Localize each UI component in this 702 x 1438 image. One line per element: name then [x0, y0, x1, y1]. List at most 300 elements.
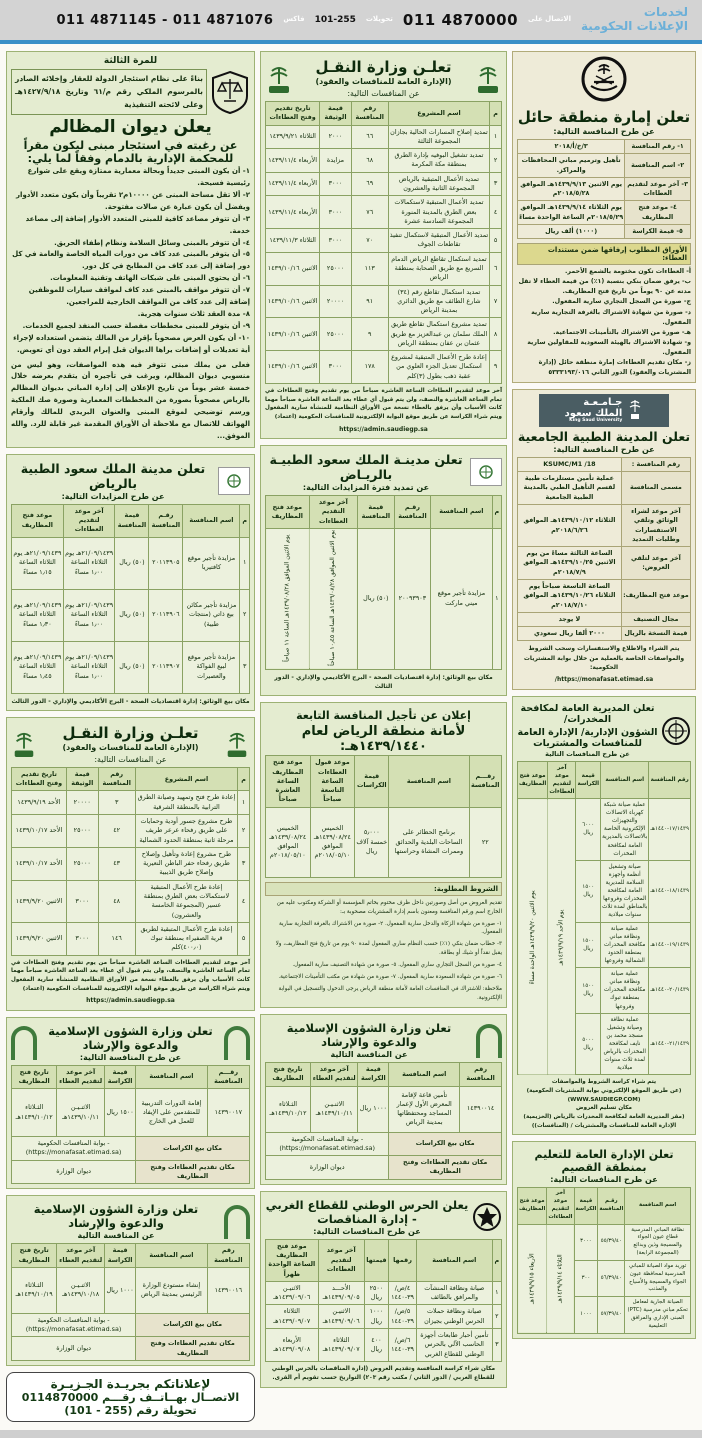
cell-fee: (٥٠) ريال [115, 537, 149, 589]
table-row [12, 847, 250, 880]
cell-fee: ٢٠٠٠٠ [66, 791, 98, 815]
ksmc-ext-title: تعلن مدينـة الملك سعود الطبيـة بالريـاض [269, 451, 463, 482]
cell-fee: ١٥٠٠ ريال [576, 968, 601, 1014]
col-header: موعد فتح المظاريف [12, 504, 64, 537]
cell-date: الأربعاء ١٤٣٩/١١/٤ [266, 149, 320, 173]
narcotics-title2: الشؤون الإدارية/ الإدارة العامة للمنافسات والمشتريات [517, 726, 658, 749]
narcotics-title1: تعلن المديرية العامة لمكافحة المخدرات/ [520, 702, 655, 725]
doc-line: أ- العطاءات تكون مختومة بالشمع الأحمر. [565, 268, 691, 276]
cell-label: مكان تقديم العطاءات وفتح المظاريف [389, 1156, 502, 1180]
islamic-b-table [11, 1243, 250, 1361]
mazalim-subtitle: عن رغبته في استئجار مبنى ليكون مقراً للمحكمة الإدارية بالدمام وفقاً لما يلي: [23, 139, 238, 166]
table-row [518, 612, 691, 626]
cell-open-date: ٢١/٠٩/١٤٣٩هـ يوم الثلاثاء الساعة ١٫١٥ مساءً [12, 537, 64, 589]
ext-label: تحويلات [365, 15, 393, 24]
col-header: اسم المنافسة [625, 1188, 691, 1224]
transport-left-title: تعلـن وزارة النقـل [62, 723, 199, 742]
table-row [12, 537, 250, 589]
cell-value: عملية تأمين مستلزمات طبية لقسم التأهيل الطبي بالمدينة الطبية الجامعية [518, 472, 622, 505]
cell-submit-date: ٢١/٠٩/١٤٣٩هـ يوم الثلاثاء الساعة ١٫٠٠ مساءً [63, 537, 115, 589]
cell-value[interactable]: - بوابة المنافسات الحكومية (https://monafasat.etimad.sa) [12, 1313, 136, 1337]
condition-line: ٨- مدة العقد ثلاث سنوات هجرية. [137, 309, 250, 318]
col-header: رقم المنافسة [649, 761, 691, 798]
cell-index: ١ [492, 1281, 501, 1305]
cell-submit-date: الخميس ١٤٣٩/٠٨/٢٤هـ الموافق ٢٠١٨/٠٥/١٠م [310, 807, 355, 877]
col-header: اسم المنافسة [417, 1239, 493, 1281]
cell-open-date: الثـلاثاء ١٤٣٩/١٠/١٩هـ [12, 1267, 57, 1313]
cell-index: ١ [240, 537, 250, 589]
cell-date: الاثنين ١٤٣٩/٩/٢٠ [12, 880, 67, 922]
terms-line: ٦- صورة من شهادة السعودة سارية المفعول. ٧- صورة من شهادة من مكتب التأمينات الاجتماعية. [278, 974, 502, 981]
col-header: رقم المنافسة [460, 1063, 502, 1087]
cell-label: مكان تقديم العطاءات وفتح المظاريف [136, 1337, 250, 1361]
cell-date: الأحد ١٤٣٩/٩/١٩ [12, 791, 67, 815]
cell-number: ٩ [351, 318, 388, 351]
col-header: اسم المنافسة [601, 761, 649, 798]
guard-subtitle: عن طرح المنافسات التالية: [313, 1226, 421, 1236]
cell-submit-date: الأحـــد ١٤٣٩/٠٩/٠٥هـ [318, 1281, 364, 1305]
ksu-logo-text: جـامـعـة الملك سعود King Saud University [564, 396, 623, 423]
ksmc-ext-subtitle: عن تمديد فترة المزايدات التالية: [302, 482, 430, 492]
ksu-table [517, 457, 691, 642]
qassim-title: تعلن الإدارة العامة للتعليم بمنطقة القصيم [534, 1148, 674, 1175]
cell-index: ٣ [238, 847, 250, 880]
cell-index: ٣ [492, 1328, 501, 1361]
cell-number: ٥٥/٣٩/٤٠ [598, 1224, 625, 1260]
cell-date: الأحد ١٤٣٩/١٠/١٧ [12, 847, 67, 880]
cell-open-date: الثـلاثاء ١٤٣٩/١٠/١٢هـ [266, 1086, 311, 1132]
cell-fee: ١٠٠٠ ريال [105, 1267, 136, 1313]
ksu-logo-en: King Saud University [569, 417, 623, 423]
cell-fee: (٥٠) ريال [115, 589, 149, 641]
terms-line: ٤- صورة من السجل التجاري ساري المفعول. ٥- صورة من شهادة التصنيف سارية المفعول. [292, 962, 502, 969]
cell-index: ٥ [490, 229, 502, 253]
cell-open-date: ٢١/٠٩/١٤٣٩هـ يوم الثلاثاء الساعة ١٫٤٥ مساءً [12, 641, 64, 693]
cell-name: تمديد الأعمال المتبقية بالرياض المجموعة الثانية والعشرون [388, 172, 489, 196]
ksu-portal-url[interactable]: /https://monafasat.etimad.sa [554, 676, 654, 684]
col-header: قيمة الكراسة [358, 1063, 389, 1087]
cell-label: مكان بيع الكراسات [136, 1137, 250, 1161]
amanah-table [265, 755, 502, 877]
banner-brand-line1: لخدمات [643, 5, 688, 20]
transport-left-table [11, 767, 250, 956]
table-row [266, 1156, 502, 1180]
cell-value: ديوان الوزارة [12, 1337, 136, 1361]
cell-number: ٢٠١١٣٩٠٥ [149, 537, 183, 589]
cell-fee: ٣٠٠٠ [320, 351, 351, 384]
cell-fee: ١٠٠٠ ريال [358, 1086, 389, 1132]
cell-fee: ٤٠٠ ريال [364, 1328, 388, 1361]
col-header: تاريخ فتح المظاريف [12, 1244, 57, 1268]
narcotics-footer1: يتم شراء كراسة الشروط والمواصفات [551, 1079, 657, 1086]
cell-fee: ١٥٠٠ ريال [576, 922, 601, 968]
table-row [518, 201, 691, 225]
col-header: رقم المنافسة [207, 1244, 249, 1268]
cell-index: ١ [490, 125, 502, 149]
table-row [518, 579, 691, 612]
qassim-education-ad [512, 1141, 696, 1338]
narcotics-emblem-icon [661, 716, 691, 746]
ksu-note: يتم الشراء والاطلاع والاستفسارات وسحب الشروط والمواصفات الخاصة بالعملية من خلال بوابة المشتريات الحكومية: [523, 645, 685, 671]
guard-footer: مكان شراء كراسة المنافسة وتقديم العروض (إدارة المناقصات بالحرس الوطني للقطاع الغربي / الدور الثاني / مكتب رقم ٢٠٣) التواريخ حسب تقويم أم القرى. [271, 1365, 496, 1381]
column-middle [260, 51, 507, 1388]
narcotics-footer2: (عن طريق الموقع الإلكتروني بوابة المشتريات الحكومية) (WWW.SAUDIEGP.COM) [526, 1088, 682, 1103]
col-header: اسم المنافسة [431, 495, 492, 528]
cell-label: مكان تقديم العطاءات وفتح المظاريف [136, 1160, 250, 1184]
transport-subtitle: (الإدارة العامة للمنافسات والعقود) [315, 77, 452, 86]
table-header-row [12, 767, 250, 791]
cell-index: ٢ [492, 1305, 501, 1329]
cell-index: ٥ [238, 922, 250, 955]
cell-open-date: الأربعاء ١٤٣٩/٩/١٥هـ [518, 1224, 547, 1333]
banner-fax: 011 4871145 - 011 4871076 [56, 12, 274, 28]
cell-date: الأربعاء ١٤٣٩/١١/٤ [266, 196, 320, 229]
cell-value: تأهيل وترميم مباني المحافظات والمراكز. [518, 154, 625, 178]
col-header: اسم المشروع [388, 102, 489, 126]
cell-number: ٢٠١١٣٩٠٦ [149, 589, 183, 641]
cell-index: ٣ [490, 172, 502, 196]
islamic-c-title: تعلن وزارة الشؤون الإسلامية والدعوة والإرشاد [286, 1021, 452, 1050]
mosque-icon [11, 1026, 37, 1060]
cell-open-date: ٢١/٠٩/١٤٣٩هـ يوم الثلاثاء الساعة ١٫٣٠ مساءً [12, 589, 64, 641]
ksmc-logo [218, 467, 250, 495]
cell-submit-date: الاثنيـن ١٤٣٩/٠٩/٠٦هـ [318, 1305, 364, 1329]
jazirah-line2: الاتصــال بهــاتــف رقـــم 0114870000 تحويلة رقم (255 - 101) [21, 1390, 240, 1417]
cell-open-date: يوم الاثنين الموافق ١٤٣٩/٠٨/٢٨هـ الساعة ١١ صباحاً [266, 528, 310, 669]
banner-brand [581, 6, 688, 34]
ksu-title: تعلن المدينة الطبية الجامعية [517, 428, 691, 444]
mazalim-title: يعلن ديوان المظالم [49, 117, 212, 138]
hail-emirate-ad [512, 51, 696, 383]
table-row [266, 1086, 502, 1132]
transport-mid-footer: آخر موعد لتقديم العطاءات الساعة العاشرة صباحاً من يوم تقديم وفتح العطاءات في تمام الساعة العاشرة والنصف، ولن يتم قبول أي عطاء بعد الساعة العاشرة صباحاً مهما كانت الأسباب وأن يرفق بالعطاء نسخة من الأوراق النظامية للمنشأة سارية المفعول ويتم شراء الكراسة عن طريق موقع البوابة الإلكترونية للمنافسات الحكومية (اعتماد) [265, 388, 502, 420]
cell-name: برنامج الحظائر على الساحات البلدية والحدائق وممرات المشاة وحراستها [389, 807, 469, 877]
col-header: اسم المنافسة [183, 504, 240, 537]
cell-value: KSUMC/M1 /18 [518, 457, 622, 471]
cell-number: ٧٠ [351, 229, 388, 253]
cell-number: ١٤٣٩٠٠١٧ [207, 1089, 249, 1137]
cell-value: يوم الثلاثاء ١٤٣٩/٩/١٤هـ الموافق ٢٠١٨/٥/٢٩م الساعة الواحدة مساءً [518, 201, 625, 225]
cell-fee: (٥٠) ريال [358, 528, 395, 669]
cell-number: ٦٩ [351, 172, 388, 196]
cell-submit-date: الاثنـيـن ١٤٣٩/١٠/١١هـ [57, 1089, 105, 1137]
transport-mid-table [265, 101, 502, 384]
table-header-row [12, 1244, 250, 1268]
jazirah-line1: لإعلاناتكم بجريـدة الجـزيـرة [50, 1376, 211, 1391]
cell-index: ٢ [490, 149, 502, 173]
cell-index: ٤ [490, 196, 502, 229]
cell-number: ١٤٦ [98, 922, 135, 955]
cell-number: ٩١ [351, 285, 388, 318]
transport-left-footer: آخر موعد لتقديم العطاءات الساعة العاشرة صباحاً من يوم تقديم وفتح العطاءات في تمام الساعة العاشرة والنصف، ولن يتم قبول أي عطاء بعد الساعة العاشرة صباحاً مهما كانت الأسباب وأن يرفق بالعطاء نسخة من الأوراق النظامية للمنشأة سارية المفعول ويتم شراء الكراسة عن طريق موقع البوابة الإلكترونية للمنافسات الحكومية (اعتماد) [11, 959, 250, 992]
cell-fee: ٣٠٠ [574, 1260, 598, 1296]
islamic-affairs-ad-middle [260, 1014, 507, 1185]
cell-number: ١٨/١٤٣٩-١٤٤٠هـ [649, 860, 691, 922]
table-row [266, 149, 502, 173]
guard-table [265, 1239, 502, 1362]
cell-name: مزايدة تأجير مكائن بيع ذاتي (منتجات طبية) [183, 589, 240, 641]
doc-line: ب- يرفق ضمان بنكي بنسبة (١٪) من قيمة العطاء لا تقل مدته عن ٩٠ يوماً من تاريخ فتح المظاريف. [518, 278, 691, 296]
doc-line: و- شهادة الاشتراك بالهيئة السعودية للمقاولين سارية المفعول. [527, 338, 691, 356]
ksu-medical-city-ad [512, 389, 696, 690]
table-row [266, 1305, 502, 1329]
transport-subtitle2: عن المنافسات التالية: [347, 89, 420, 98]
cell-number: ٤/ص/٣٩-١٤٤٠ [389, 1281, 417, 1305]
table-header-row [12, 1065, 250, 1089]
table-row [518, 224, 691, 238]
amanah-title2: لأمانة منطقة الرياض لعام ١٤٣٩/١٤٤٠هـ: [301, 724, 466, 755]
table-row [12, 880, 250, 922]
cell-name: صيانة ونظافة المنشآت والمرافق بالطائف [417, 1281, 493, 1305]
col-header: آخر موعد لتقديم العطاء [311, 1063, 358, 1087]
cell-index: ٧ [490, 285, 502, 318]
cell-number: ٧٦ [351, 196, 388, 229]
doc-line: ج- صورة من السجل التجاري سارية المفعول. [552, 298, 691, 306]
table-header-row [266, 1063, 502, 1087]
cell-index: ٣ [240, 641, 250, 693]
islamic-affairs-ad-a [6, 1017, 255, 1190]
table-row [266, 172, 502, 196]
table-row [12, 922, 250, 955]
ksmc-extension-ad [260, 445, 507, 696]
table-header-row [266, 756, 502, 807]
mazalim-closing: فعلى من يملك مبنى تتوفر فيه هذه المواصفات، وهو ليس من منسوبي ديوان المظالم، ويرغب في تأجيره أن يتقدم بعرضه خلال خمسة عشر يوماً من تاريخ الإعلان إلى إدارة المباني بديوان المظالم بالرياض مصحوباً بصورة من المخططات المعمارية وصورة صك الملكية ورسم توضيحي لموقع المبنى والعنوان البريدي للمالك وأرقام الهواتف للاتصال مع ملاحظة أن الأوراق المقدمة غير قابلة للرد. والله الموفق... [11, 360, 250, 440]
col-header: قيمة الكراسة [105, 1244, 136, 1268]
cell-number: ٦٨ [351, 149, 388, 173]
cell-number: ٦/ص/٣٩-١٤٤٠ [389, 1328, 417, 1361]
transport-ministry-ad-middle [260, 51, 507, 439]
cell-name: تمديد تشغيل البوفيه بإدارة الطرق بمنطقة مكة المكرمة [388, 149, 489, 173]
terms-line: ملاحظة: للاشتراك في المنافسات العامة لأمانة منطقة الرياض يرجى الدخول والتسجيل في البوابة الإلكترونية. [278, 986, 502, 1002]
cell-value[interactable]: - بوابة المنافسات الحكومية (https://monafasat.etimad.sa) [12, 1137, 136, 1161]
cell-index: ١ [492, 528, 501, 669]
col-header: اسم المشروع [135, 767, 237, 791]
cell-submit-date: يوم الاثنين الموافق ١٤٣٩/٠٨/٢٨هـ الساعة ١٠٫٤٥ صباحاً [309, 528, 357, 669]
cell-fee: ٢٥٠٠٠ [320, 252, 351, 285]
cell-value: يوم الاثنين ١٤٣٩/٩/١٣هـ الموافق ٢٠١٨/٥/٢٨م [518, 177, 625, 201]
qassim-subtitle: عن طرح المنافسات التالية: [550, 1175, 658, 1185]
table-row [12, 1337, 250, 1361]
cell-index: ٦ [490, 252, 502, 285]
islamic-c-table [265, 1062, 502, 1180]
condition-line: ٩- أن يتوفر للمبنى مخططات مفصلة حسب المنفذ لجميع الخدمات. [22, 321, 250, 330]
ksmc-ext-table [265, 495, 502, 670]
col-header: قيمة الكراسة [105, 1065, 136, 1089]
cell-fee: ٢٥٠٠٠ [66, 815, 98, 848]
ksmc-bid-title: تعلن مدينة الملك سعود الطبية بالرياض [20, 460, 206, 491]
doc-line: د- صورة من شهادة الاشتراك بالغرفة التجارية سارية المفعول. [531, 308, 691, 326]
mazalim-badge: للمرة الثالثة [103, 56, 158, 66]
cell-fee: (٥٠) ريال [115, 641, 149, 693]
col-header: موعد فتح المظاريف الساعة العاشرة صباحاً [266, 756, 311, 807]
col-header: م [240, 504, 250, 537]
cell-name: إعادة طرح الأعمال المتبقية لاستكمالات بعض الطرق بمنطقة عسير (المجموعة الخامسة والعشرون) [135, 880, 237, 922]
cell-number: ٢٠١١٣٩٠٧ [149, 641, 183, 693]
mosque-icon [224, 1205, 250, 1239]
col-header: قيمة الوثيقة [66, 767, 98, 791]
banner-phone: 011 4870000 [402, 11, 519, 29]
table-header-row [518, 761, 691, 798]
cell-label: آخر موعد لشراء الوثائق وتلقي الاستفسارات وطلبات التمديد [621, 505, 690, 547]
cell-number: ٥/ص/٣٩-١٤٤٠ [389, 1305, 417, 1329]
cell-fee: ٣٠٠٠ [320, 229, 351, 253]
doc-line: هـ- صورة من الاشتراك بالتأمينات الاجتماعية. [553, 328, 691, 336]
cell-number: ٣ [98, 791, 135, 815]
cell-name: تأمين أحبار طابعات أجهزة الحاسب الآلي بالحرس الوطني للقطاع الغربي [417, 1328, 493, 1361]
cell-open-date: الاثنيـن ١٤٣٩/٠٩/٠٦هـ [266, 1281, 319, 1305]
col-header: رقـم المنافسة [149, 504, 183, 537]
transport-mid-url[interactable]: https://admin.saudiegp.sa [339, 425, 428, 433]
condition-line: ١٠- أن يكون العرض مصحوباً بإقرار من المالك يتضمن استعداده لإجراء أية تعديلات أو إضافات يراها الديوان قبل إبرام العقد دون أي تعويض. [13, 333, 250, 354]
column-right [512, 51, 696, 1339]
cell-value: لا يوجد [518, 612, 622, 626]
cell-value: ديوان الوزارة [12, 1160, 136, 1184]
islamic-b-subtitle: عن المنافسة التالية [77, 1231, 155, 1241]
saudi-emblem-icon [517, 56, 691, 106]
cell-name: عملية نظافة وصيانة وتشغيل مسجد محمد بن نايف لمكافحة المخدرات بالرياض لمدة ثلاث سنوات ميلادية [601, 1013, 649, 1075]
transport-logo-icon [11, 728, 37, 760]
col-header: اسم المنافسة [136, 1065, 207, 1089]
cell-open-date: الثـلاثاء ١٤٣٩/١٠/١٢هـ [12, 1089, 57, 1137]
table-row [518, 140, 691, 154]
cell-date: الاثنين ١٤٣٩/١٠/١٦ [266, 351, 320, 384]
table-row [518, 1224, 691, 1260]
ksmc-auctions-ad [6, 454, 255, 711]
table-row [12, 1137, 250, 1161]
col-header: قيمتها [364, 1239, 388, 1281]
ksu-emblem-icon [627, 399, 643, 421]
table-row [266, 285, 502, 318]
mosque-icon [476, 1024, 502, 1058]
transport-left-url[interactable]: https://admin.saudiegp.sa [86, 997, 175, 1005]
cell-date: الاثنين ١٤٣٩/١٠/١٦ [266, 285, 320, 318]
condition-line: ٦- أن يحتوي المبنى على شبكات الهاتف وتقنية المعلومات. [50, 274, 250, 283]
col-header: تاريخ تقديم وفتح العطاءات [12, 767, 67, 791]
islamic-a-subtitle: عن طرح المنافسة التالية: [79, 1052, 182, 1062]
column-left [6, 51, 255, 1422]
cell-label: آخر موعد لتلقي العروض: [621, 547, 690, 580]
table-row [266, 125, 502, 149]
islamic-a-title: تعلن وزارة الشؤون الإسلامية والدعوة والإرشاد [48, 1023, 213, 1052]
transport-ministry-ad-left [6, 717, 255, 1011]
col-header: قيمة المنافسة [115, 504, 149, 537]
cell-number: ١٩/١٤٣٩-١٤٤٠هـ [649, 922, 691, 968]
cell-name: صيانة وتشغيل أنظمة وأجهزة السلامة للمديرية العامة لمكافحة المخدرات وفروعها بالمناطق لمدة ثلاث سنوات ميلادية [601, 860, 649, 922]
hail-table [517, 139, 691, 239]
call-label: الاتصال على [528, 15, 572, 24]
cell-open-date: الثلاثاء ١٤٣٩/٠٩/٠٧هـ [266, 1305, 319, 1329]
narcotics-footer4: (مقر المديرية العامة لمكافحة المخدرات بالرياض (الخزيمية) الإدارة العامة للمنافسات والمشتريات / (المنافسات)) [523, 1114, 685, 1129]
cell-fee: ٢٥٠٠ ريال [364, 1281, 388, 1305]
cell-number: ٦٦ [351, 125, 388, 149]
cell-fee: ١٠٠٠ [574, 1297, 598, 1333]
cell-name: مزايدة تأجير موقع لبيع الفواكة والعصيرات [183, 641, 240, 693]
cell-name: الصيانة الجارية لمعامل تحكم مباني مدرسية (PTC) المبنى الإداري والمرافق التعليمية [625, 1297, 691, 1333]
table-row [266, 252, 502, 285]
table-row [518, 547, 691, 580]
condition-line: ٣- أن تتوفر مصاعد كافية للمبنى المتعدد الأدوار إضافة إلى مصاعد خدمة. [25, 214, 250, 235]
condition-line: ٥- أن يتوفر بالمبنى عدد كاف من دورات المياه الخاصة والعامة في كل دور إضافة إلى عدد كاف من المطابخ في كل دور. [12, 250, 250, 271]
banner-ext: 101-255 [314, 15, 356, 25]
cell-name: عملية صيانة ونظافة مباني مكافحة المخدرات بمنطقة تبوك وفروعها [601, 968, 649, 1014]
col-header: قيمة الكراسة [576, 761, 601, 798]
cell-name: نظافة المباني المدرسية قطاع عيون الجواء والمسيجة وذين وبدائع (المجموعة الرابعة) [625, 1224, 691, 1260]
cell-label: مجال التصنيف [621, 612, 690, 626]
table-row [12, 1313, 250, 1337]
table-row [266, 528, 502, 669]
cell-name: عملية صيانة شبكة كهرباء الاتصالات والتجهيزات الإلكترونية الخاصة بالاتصالات بالمديرية العامة لمكافحة المخدرات [601, 799, 649, 861]
hail-title: تعلن إمارة منطقة حائل [517, 108, 691, 126]
table-row [266, 196, 502, 229]
amanah-title1: إعلان عن تأجيل المنافسة التابعة [296, 709, 471, 723]
guard-emblem-icon [472, 1202, 502, 1232]
cell-name: تمديد مشروع استكمال تقاطع طريق الملك سلمان بن عبدالعزيز مع طريق عثمان بن عفان بمنطقة الرياض [388, 318, 489, 351]
col-header: م [492, 1239, 501, 1281]
table-row [266, 807, 502, 877]
table-header-row [12, 504, 250, 537]
cell-name: تمديد استكمال تقاطع رقم (٣٤) شارع الطائف مع طريق الدائري بمدينة الرياض [388, 285, 489, 318]
cell-date: الاثنين ١٤٣٩/١٠/١٦ [266, 252, 320, 285]
cell-submit-date: الثلاثاء ١٤٣٩/٩/١٤هـ [547, 1224, 574, 1333]
col-header: تاريخ فتح المظاريف [12, 1065, 57, 1089]
cell-number: ٤٣ [98, 847, 135, 880]
cell-submit-date: الاثنـيـن ١٤٣٩/١٠/١٨هـ [57, 1267, 105, 1313]
terms-line: ١- صورة من شهادة الزكاة والدخل سارية المفعول. ٢- صورة من الاشتراك بالغرفة التجارية سارية المفعول. [278, 920, 502, 936]
cell-label: مسمى المنافسة [621, 472, 690, 505]
cell-label: ٤- موعد فتح المظاريف [625, 201, 691, 225]
cell-fee: ١٥٠٠ ريال [105, 1089, 136, 1137]
cell-label: رقم المنافسة : [621, 457, 690, 471]
cell-name: تمديد الأعمال المتبقية لاستكمال تنفيذ تقاطعات الجوف [388, 229, 489, 253]
top-banner [0, 0, 702, 44]
islamic-c-subtitle: عن المنافسة التالية [330, 1050, 408, 1060]
transport-left-subtitle: (الإدارة العامة للمنافسات والعقود) [62, 742, 199, 752]
cell-name: مزايدة تأجير موقع ميني ماركت [431, 528, 492, 669]
transport-title: تعلـن وزارة النقـل [315, 58, 452, 76]
table-header-row [266, 1239, 502, 1281]
cell-index: ١ [238, 791, 250, 815]
table-row [266, 1328, 502, 1361]
cell-label: موعد فتح المظاريف: [621, 579, 690, 612]
ksmc-bid-table [11, 504, 250, 694]
col-header: رقمها [389, 1239, 417, 1281]
cell-date: الاثنين ١٤٣٩/١٠/١٦ [266, 318, 320, 351]
table-row [12, 1160, 250, 1184]
table-row [12, 1267, 250, 1313]
table-row [266, 1132, 502, 1156]
islamic-b-title: تعلن وزارة الشؤون الإسلامية والدعوة والإرشاد [33, 1202, 199, 1231]
cell-fee: ٢٠٠٠ [320, 125, 351, 149]
cell-value: الساعة الثالثة مساءً من يوم الاثنين ١٤٣٩/١٠/٢٥هـ الموافق ٢٠١٨/٧/٩م [518, 547, 622, 580]
cell-fee: ٣٠٠٠ [320, 196, 351, 229]
cell-name: إعادة طرح فتح وتمهيد وصيانة الطرق الترابية بالمنطقة الشرقية [135, 791, 237, 815]
cell-name: إنشاء مستودع الوزارة الرئيسي بمدينة الرياض [136, 1267, 207, 1313]
cell-value: (١٠٠٠) ألف ريال [518, 224, 625, 238]
cell-number: ٢٠/١٤٣٩-١٤٤٠هـ [649, 968, 691, 1014]
cell-fee: ٣٠٠٠ [574, 1224, 598, 1260]
cell-label: قيمة النسخة بالريال [621, 627, 690, 641]
table-row [518, 505, 691, 547]
cell-value: الثلاثاء ١٤٣٩/١٠/١٢هـ الموافق ٢٠١٨/٦/٢٦م [518, 505, 622, 547]
cell-value[interactable]: - بوابة المنافسات الحكومية (https://monafasat.etimad.sa) [266, 1132, 389, 1156]
col-header: موعد فتح المظاريف [266, 495, 310, 528]
table-header-row [266, 102, 502, 126]
cell-submit-date: ٢١/٠٩/١٤٣٩هـ يوم الثلاثاء الساعة ١٫٠٠ مساءً [63, 589, 115, 641]
cell-number: ١٤٣٩٠٠١٤ [460, 1086, 502, 1132]
table-row [266, 229, 502, 253]
cell-label: ١- رقم المنافسة [625, 140, 691, 154]
col-header: قيمة الكراسات [355, 756, 389, 807]
